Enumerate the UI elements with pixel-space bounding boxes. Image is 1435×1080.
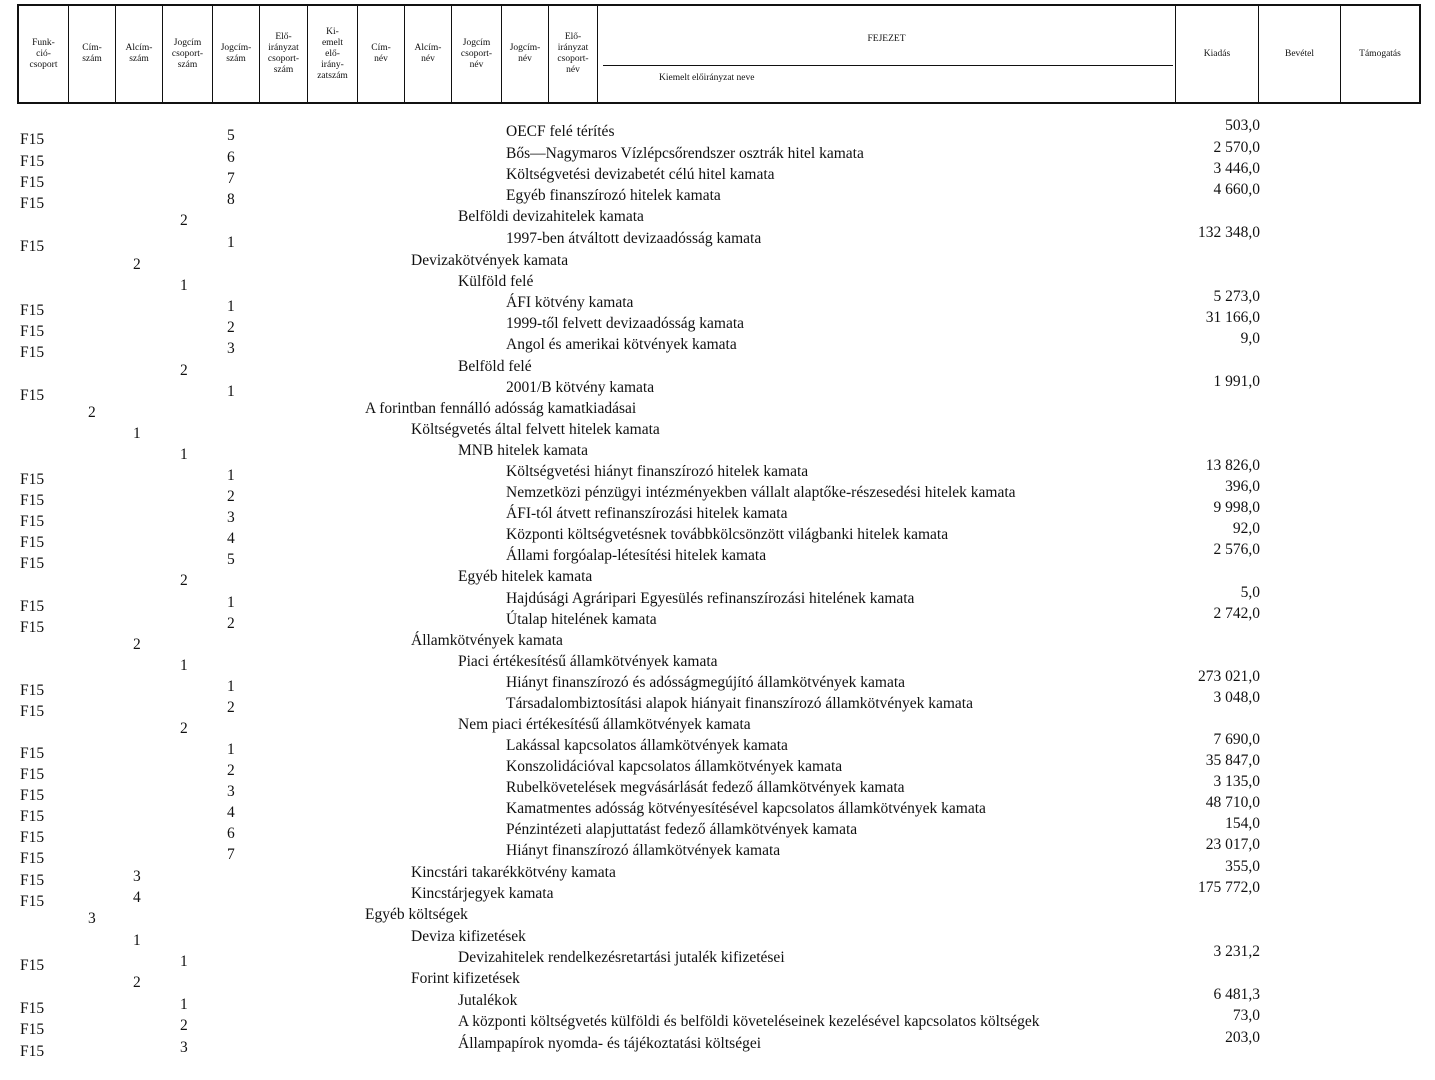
row-funkcio-csoport: F15 xyxy=(20,808,45,825)
row-code-number: 2 xyxy=(180,1017,188,1034)
row-code-number: 1 xyxy=(180,953,188,970)
row-item-name: Belföldi devizahitelek kamata xyxy=(458,208,644,225)
table-header xyxy=(17,4,1421,104)
row-kiadas-value: 1 991,0 xyxy=(1213,373,1260,390)
row-item-name: Angol és amerikai kötvények kamata xyxy=(506,336,737,353)
row-kiadas-value: 5,0 xyxy=(1240,584,1260,601)
row-code-number: 1 xyxy=(133,425,141,442)
row-item-name: Hajdúsági Agráripari Egyesülés refinanszírozási hitelének kamata xyxy=(506,590,915,607)
header-cim-nev: Cím- név xyxy=(358,6,405,102)
table-row xyxy=(0,906,1435,927)
row-item-name: Egyéb költségek xyxy=(365,906,468,923)
header-jogcim-csoport-nev: Jogcím csoport- név xyxy=(452,6,502,102)
row-code-number: 2 xyxy=(227,488,235,505)
row-code-number: 7 xyxy=(227,846,235,863)
row-funkcio-csoport: F15 xyxy=(20,153,45,170)
row-item-name: 1999-től felvett devizaadósság kamata xyxy=(506,315,745,332)
table-row xyxy=(0,1029,1435,1060)
row-item-name: Kincstárjegyek kamata xyxy=(411,885,554,902)
row-item-name: Egyéb finanszírozó hitelek kamata xyxy=(506,187,721,204)
row-item-name: Lakással kapcsolatos államkötvények kamata xyxy=(506,737,788,754)
row-item-name: Államkötvények kamata xyxy=(411,632,563,649)
row-funkcio-csoport: F15 xyxy=(20,957,45,974)
row-item-name: 2001/B kötvény kamata xyxy=(506,379,655,396)
row-kiadas-value: 396,0 xyxy=(1225,478,1260,495)
table-row xyxy=(0,568,1435,589)
header-fejezet-rule xyxy=(603,65,1173,66)
header-jogcim-nev: Jogcím- név xyxy=(502,6,549,102)
header-tamogatas: Támogatás xyxy=(1359,48,1401,59)
row-code-number: 1 xyxy=(227,298,235,315)
row-code-number: 1 xyxy=(180,446,188,463)
row-code-number: 5 xyxy=(227,127,235,144)
row-item-name: Pénzintézeti alapjuttatást fedező államkötvények kamata xyxy=(506,821,858,838)
row-kiadas-value: 73,0 xyxy=(1232,1007,1260,1024)
row-code-number: 2 xyxy=(180,212,188,229)
row-code-number: 4 xyxy=(227,804,235,821)
row-kiadas-value: 48 710,0 xyxy=(1205,794,1260,811)
row-funkcio-csoport: F15 xyxy=(20,1021,45,1038)
row-code-number: 3 xyxy=(133,868,141,885)
row-funkcio-csoport: F15 xyxy=(20,471,45,488)
row-code-number: 2 xyxy=(133,974,141,991)
row-code-number: 2 xyxy=(227,699,235,716)
row-code-number: 3 xyxy=(227,783,235,800)
row-kiadas-value: 6 481,3 xyxy=(1213,986,1260,1003)
row-funkcio-csoport: F15 xyxy=(20,893,45,910)
row-funkcio-csoport: F15 xyxy=(20,850,45,867)
header-funkcio-csoport: Funk- ció- csoport xyxy=(19,6,69,102)
row-funkcio-csoport: F15 xyxy=(20,195,45,212)
row-code-number: 2 xyxy=(227,319,235,336)
row-code-number: 2 xyxy=(180,720,188,737)
row-item-name: Nem piaci értékesítésű államkötvények kamata xyxy=(458,716,751,733)
row-code-number: 8 xyxy=(227,191,235,208)
header-fejezet: FEJEZET xyxy=(598,6,1176,102)
row-item-name: 1997-ben átváltott devizaadósság kamata xyxy=(506,230,762,247)
row-kiadas-value: 2 576,0 xyxy=(1213,541,1260,558)
header-jogcim-csoport-szam: Jogcím csoport- szám xyxy=(163,6,213,102)
header-kiemelt-eloiranyzat-neve: Kiemelt előirányzat neve xyxy=(659,73,755,83)
table-row xyxy=(0,224,1435,255)
row-item-name: A forintban fennálló adósság kamatkiadásai xyxy=(365,400,637,417)
row-item-name: Devizahitelek rendelkezésretartási jutalék kifizetései xyxy=(458,949,785,966)
row-kiadas-value: 3 135,0 xyxy=(1213,773,1260,790)
row-code-number: 1 xyxy=(227,678,235,695)
row-kiadas-value: 9,0 xyxy=(1240,330,1260,347)
row-kiadas-value: 23 017,0 xyxy=(1205,836,1260,853)
row-funkcio-csoport: F15 xyxy=(20,1000,45,1017)
row-funkcio-csoport: F15 xyxy=(20,829,45,846)
row-kiadas-value: 503,0 xyxy=(1225,117,1260,134)
row-funkcio-csoport: F15 xyxy=(20,174,45,191)
row-item-name: Költségvetési devizabetét célú hitel kamata xyxy=(506,166,775,183)
row-kiadas-value: 203,0 xyxy=(1225,1029,1260,1046)
row-funkcio-csoport: F15 xyxy=(20,492,45,509)
row-item-name: Költségvetési hiányt finanszírozó hitelek kamata xyxy=(506,463,809,480)
table-row xyxy=(0,181,1435,212)
row-item-name: Konszolidációval kapcsolatos államkötvények kamata xyxy=(506,758,843,775)
row-code-number: 1 xyxy=(133,932,141,949)
row-kiadas-value: 2 570,0 xyxy=(1213,139,1260,156)
row-kiadas-value: 35 847,0 xyxy=(1205,752,1260,769)
row-item-name: Hiányt finanszírozó és adósságmegújító államkötvények kamata xyxy=(506,674,906,691)
row-kiadas-value: 132 348,0 xyxy=(1198,224,1260,241)
row-code-number: 2 xyxy=(180,362,188,379)
row-funkcio-csoport: F15 xyxy=(20,1043,45,1060)
row-item-name: Kincstári takarékkötvény kamata xyxy=(411,864,616,881)
row-code-number: 4 xyxy=(133,889,141,906)
row-item-name: Forint kifizetések xyxy=(411,970,520,987)
row-code-number: 3 xyxy=(180,1039,188,1056)
row-kiadas-value: 13 826,0 xyxy=(1205,457,1260,474)
row-code-number: 2 xyxy=(180,572,188,589)
row-kiadas-value: 2 742,0 xyxy=(1213,605,1260,622)
row-kiadas-value: 154,0 xyxy=(1225,815,1260,832)
row-code-number: 6 xyxy=(227,149,235,166)
row-kiadas-value: 3 446,0 xyxy=(1213,160,1260,177)
row-funkcio-csoport: F15 xyxy=(20,703,45,720)
row-item-name: Egyéb hitelek kamata xyxy=(458,568,593,585)
header-kiadas: Kiadás xyxy=(1176,6,1259,102)
table-row xyxy=(0,689,1435,720)
table-row xyxy=(0,632,1435,653)
header-cim-szam: Cím- szám xyxy=(69,6,116,102)
header-bevetel: Bevétel xyxy=(1259,6,1341,102)
table-row xyxy=(0,879,1435,910)
row-code-number: 2 xyxy=(133,636,141,653)
row-code-number: 1 xyxy=(227,467,235,484)
row-kiadas-value: 5 273,0 xyxy=(1213,288,1260,305)
header-jogcim-szam: Jogcím- szám xyxy=(213,6,260,102)
row-funkcio-csoport: F15 xyxy=(20,555,45,572)
row-item-name: OECF felé térítés xyxy=(506,123,615,140)
table-row xyxy=(0,400,1435,421)
row-kiadas-value: 355,0 xyxy=(1225,858,1260,875)
row-code-number: 1 xyxy=(227,234,235,251)
row-item-name: Piaci értékesítésű államkötvények kamata xyxy=(458,653,718,670)
row-item-name: Deviza kifizetések xyxy=(411,928,526,945)
row-code-number: 3 xyxy=(227,340,235,357)
row-funkcio-csoport: F15 xyxy=(20,682,45,699)
table-row xyxy=(0,421,1435,442)
row-item-name: Állampapírok nyomda- és tájékoztatási költségei xyxy=(458,1035,762,1052)
row-item-name: Társadalombiztosítási alapok hiányait finanszírozó államkötvények kamata xyxy=(506,695,973,712)
row-code-number: 1 xyxy=(180,277,188,294)
row-item-name: Nemzetközi pénzügyi intézményekben vállalt alaptőke-részesedési hitelek kamata xyxy=(506,484,1016,501)
row-item-name: MNB hitelek kamata xyxy=(458,442,588,459)
row-funkcio-csoport: F15 xyxy=(20,766,45,783)
row-item-name: Külföld felé xyxy=(458,273,534,290)
row-kiadas-value: 4 660,0 xyxy=(1213,181,1260,198)
row-code-number: 1 xyxy=(227,741,235,758)
row-code-number: 2 xyxy=(88,404,96,421)
row-code-number: 3 xyxy=(88,910,96,927)
table-row xyxy=(0,541,1435,572)
row-item-name: Jutalékok xyxy=(458,992,518,1009)
table-row xyxy=(0,373,1435,404)
row-item-name: Hiányt finanszírozó államkötvények kamata xyxy=(506,842,781,859)
row-kiadas-value: 175 772,0 xyxy=(1198,879,1260,896)
header-eloiranyzat-csoport-nev: Elő- irányzat csoport- név xyxy=(549,6,598,102)
header-alcim-nev: Alcím- név xyxy=(405,6,452,102)
row-item-name: Állami forgóalap-létesítési hitelek kamata xyxy=(506,547,767,564)
header-eloiranyzat-csoport-szam: Elő- irányzat csoport- szám xyxy=(260,6,308,102)
row-funkcio-csoport: F15 xyxy=(20,872,45,889)
row-code-number: 2 xyxy=(133,256,141,273)
row-funkcio-csoport: F15 xyxy=(20,323,45,340)
row-code-number: 3 xyxy=(227,509,235,526)
row-code-number: 2 xyxy=(227,762,235,779)
table-row xyxy=(0,252,1435,273)
row-funkcio-csoport: F15 xyxy=(20,302,45,319)
row-code-number: 1 xyxy=(180,657,188,674)
table-row xyxy=(0,605,1435,636)
row-item-name: Bős—Nagymaros Vízlépcsőrendszer osztrák hitel kamata xyxy=(506,145,864,162)
row-funkcio-csoport: F15 xyxy=(20,513,45,530)
row-code-number: 4 xyxy=(227,530,235,547)
row-funkcio-csoport: F15 xyxy=(20,619,45,636)
row-item-name: Devizakötvények kamata xyxy=(411,252,569,269)
row-funkcio-csoport: F15 xyxy=(20,344,45,361)
row-kiadas-value: 31 166,0 xyxy=(1205,309,1260,326)
table-row xyxy=(0,943,1435,974)
row-item-name: ÁFI-tól átvett refinanszírozási hitelek kamata xyxy=(506,505,788,522)
row-item-name: Rubelkövetelések megvásárlását fedező államkötvények kamata xyxy=(506,779,905,796)
row-code-number: 6 xyxy=(227,825,235,842)
row-item-name: Költségvetés által felvett hitelek kamata xyxy=(411,421,660,438)
row-item-name: Központi költségvetésnek továbbkölcsönzött világbanki hitelek kamata xyxy=(506,526,949,543)
row-item-name: Útalap hitelének kamata xyxy=(506,611,657,628)
row-code-number: 5 xyxy=(227,551,235,568)
row-funkcio-csoport: F15 xyxy=(20,598,45,615)
row-kiadas-value: 273 021,0 xyxy=(1198,668,1260,685)
header-kiemelt-eloiranyzat-szam: Ki- emelt elő- irány- zatszám xyxy=(308,6,358,102)
row-code-number: 1 xyxy=(227,383,235,400)
row-funkcio-csoport: F15 xyxy=(20,787,45,804)
row-code-number: 1 xyxy=(180,996,188,1013)
row-funkcio-csoport: F15 xyxy=(20,387,45,404)
row-kiadas-value: 7 690,0 xyxy=(1213,731,1260,748)
row-item-name: Belföld felé xyxy=(458,358,532,375)
row-kiadas-value: 3 048,0 xyxy=(1213,689,1260,706)
row-item-name: ÁFI kötvény kamata xyxy=(506,294,634,311)
row-funkcio-csoport: F15 xyxy=(20,534,45,551)
row-funkcio-csoport: F15 xyxy=(20,131,45,148)
row-funkcio-csoport: F15 xyxy=(20,238,45,255)
header-alcim-szam: Alcím- szám xyxy=(116,6,163,102)
row-item-name: Kamatmentes adósság kötvényesítésével kapcsolatos államkötvények kamata xyxy=(506,800,986,817)
row-kiadas-value: 92,0 xyxy=(1232,520,1260,537)
row-item-name: A központi költségvetés külföldi és belföldi követeléseinek kezelésével kapcsolatos költségek xyxy=(458,1013,1040,1030)
row-kiadas-value: 3 231,2 xyxy=(1213,943,1260,960)
row-funkcio-csoport: F15 xyxy=(20,745,45,762)
row-kiadas-value: 9 998,0 xyxy=(1213,499,1260,516)
row-code-number: 2 xyxy=(227,615,235,632)
row-code-number: 7 xyxy=(227,170,235,187)
row-code-number: 1 xyxy=(227,594,235,611)
table-row xyxy=(0,330,1435,361)
